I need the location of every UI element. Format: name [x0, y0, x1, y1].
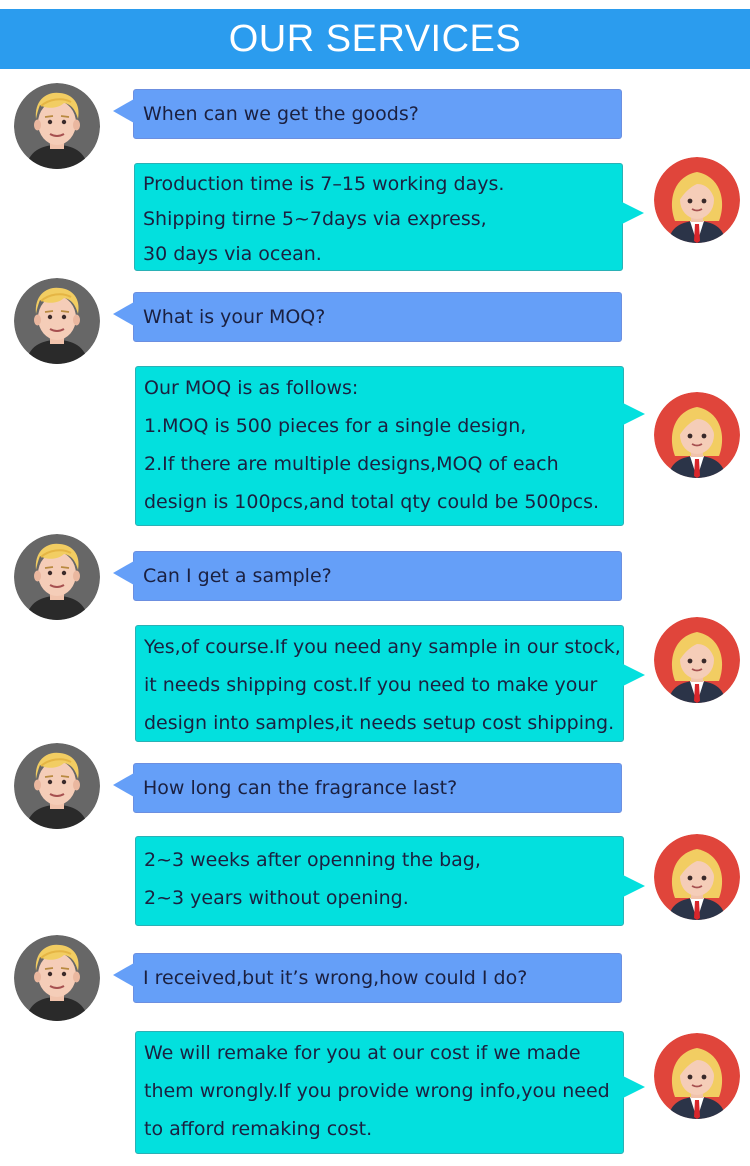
question-text: I received,but it’s wrong,how could I do?: [143, 967, 528, 989]
customer-avatar-icon: [14, 534, 100, 620]
answer-line: 2~3 weeks after openning the bag,: [144, 849, 481, 871]
customer-avatar-icon: [14, 83, 100, 169]
question-bubble: [133, 551, 622, 601]
answer-line: to afford remaking cost.: [144, 1118, 373, 1140]
agent-avatar-icon: [654, 617, 740, 703]
answer-line: 30 days via ocean.: [143, 243, 322, 265]
question-bubble: [133, 953, 622, 1003]
answer-bubble: [135, 836, 624, 926]
answer-line: 1.MOQ is 500 pieces for a single design,: [144, 415, 527, 437]
customer-avatar-icon: [14, 278, 100, 364]
answer-line: 2.If there are multiple designs,MOQ of each: [144, 453, 559, 475]
answer-bubble: [134, 163, 623, 271]
answer-line: design is 100pcs,and total qty could be 500pcs.: [144, 491, 600, 513]
answer-line: Shipping tirne 5~7days via express,: [143, 208, 487, 230]
agent-avatar-icon: [654, 157, 740, 243]
agent-avatar-icon: [654, 1033, 740, 1119]
question-text: When can we get the goods?: [143, 103, 419, 125]
question-text: How long can the fragrance last?: [143, 777, 458, 799]
customer-avatar-icon: [14, 743, 100, 829]
answer-bubble: [135, 366, 624, 526]
answer-line: it needs shipping cost.If you need to make your: [144, 674, 598, 696]
question-text: What is your MOQ?: [143, 306, 326, 328]
page-title: OUR SERVICES: [0, 9, 750, 69]
answer-line: them wrongly.If you provide wrong info,you need: [144, 1080, 610, 1102]
answer-line: Our MOQ is as follows:: [144, 377, 359, 399]
answer-line: 2~3 years without opening.: [144, 887, 409, 909]
answer-bubble: [135, 1031, 624, 1154]
question-bubble: [133, 292, 622, 342]
question-bubble: [133, 89, 622, 139]
answer-line: Production time is 7–15 working days.: [143, 173, 505, 195]
question-text: Can I get a sample?: [143, 565, 332, 587]
answer-line: Yes,of course.If you need any sample in our stock,: [144, 636, 621, 658]
customer-avatar-icon: [14, 935, 100, 1021]
answer-line: We will remake for you at our cost if we made: [144, 1042, 581, 1064]
answer-line: design into samples,it needs setup cost shipping.: [144, 712, 615, 734]
question-bubble: [133, 763, 622, 813]
agent-avatar-icon: [654, 834, 740, 920]
agent-avatar-icon: [654, 392, 740, 478]
answer-bubble: [135, 625, 624, 742]
